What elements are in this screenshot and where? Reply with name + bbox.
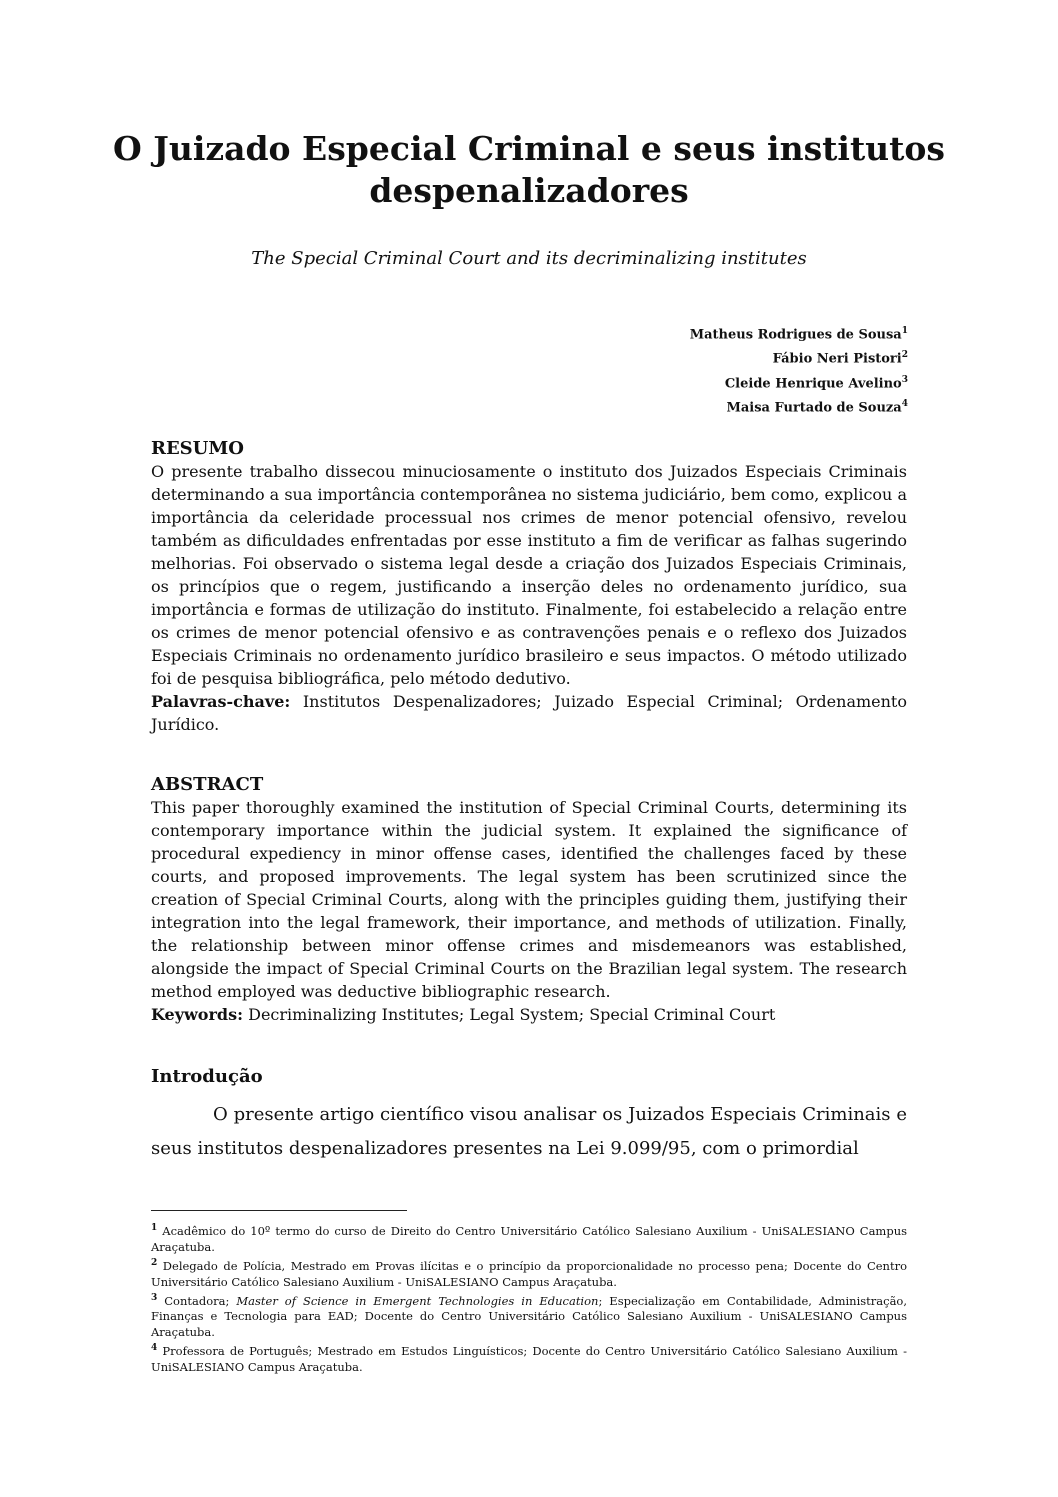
footnote-mark: 2 xyxy=(901,350,908,361)
footnote-mark: 1 xyxy=(901,326,908,336)
resumo-body: O presente trabalho dissecou minuciosamente o instituto dos Juizados Especiais Criminais determinando a sua importância contemporânea no sistema judiciário, bem como, explicou a importância da celeridade processual nos crimes de menor potencial ofensivo, revelou também as dificuldades enfrentadas por esse instituto a fim de verificar as falhas sugerindo melhorias. Foi observado o sistema legal desde a criação dos Juizados Especiais Criminais, os princípios que o regem, justificando a inserção deles no ordenamento jurídico, sua importância e formas de utilização do instituto. Finalmente, foi estabelecido a relação entre os crimes de menor potencial ofensivo e as contravenções penais e o reflexo dos Juizados Especiais Criminais no ordenamento jurídico brasileiro e seus impactos. O método utilizado foi de pesquisa bibliográfica, pelo método dedutivo. xyxy=(151,462,907,688)
author: Maisa Furtado de Souza$^4$ xyxy=(726,398,908,416)
keywords-text: Decriminalizing Institutes; Legal System; Special Criminal Court xyxy=(248,1005,776,1024)
title-line-1: O Juizado Especial Criminal e seus institutos xyxy=(112,129,946,168)
introducao-heading: Introdução xyxy=(151,1066,263,1087)
author: Cleide Henrique Avelino$^3$ xyxy=(724,374,908,391)
footnote-mark: 4 xyxy=(151,1343,158,1354)
resumo-keywords xyxy=(151,690,907,736)
keywords-label: Palavras-chave: xyxy=(151,692,291,711)
author: Matheus Rodrigues de Sousa$^1$ xyxy=(689,326,908,343)
footnote: $^4$ Professora de Português; Mestrado em Estudos Linguísticos; Docente do Centro Universitário Católico Salesiano Auxilium - UniSALESIANO Campus Araçatuba. xyxy=(151,1343,907,1375)
keywords-text: Institutos Despenalizadores; Juizado Especial Criminal; Ordenamento Jurídico. xyxy=(151,692,907,734)
introducao-body: O presente artigo científico visou analisar os Juizados Especiais Criminais e seus institutos despenalizadores presentes na Lei 9.099/95, com o primordial xyxy=(151,1104,907,1159)
footnotes xyxy=(151,1220,907,1375)
footnote: $^1$ Acadêmico do 10º termo do curso de Direito do Centro Universitário Católico Salesiano Auxilium - UniSALESIANO Campus Araçatuba. xyxy=(151,1223,908,1254)
footnote-mark: 3 xyxy=(901,374,908,385)
paper-title xyxy=(100,128,958,212)
resumo-section xyxy=(151,438,907,736)
abstract-heading: ABSTRACT xyxy=(151,774,264,795)
abstract-section xyxy=(151,774,907,1026)
footnote-divider xyxy=(151,1210,407,1211)
title-line-2: despenalizadores xyxy=(369,171,689,210)
footnote: $^2$ Delegado de Polícia, Mestrado em Provas ilícitas e o princípio da proporcionalidade no processo pena; Docente do Centro Universitário Católico Salesiano Auxilium - UniSALESIANO Campus Araçatuba. xyxy=(151,1257,907,1289)
footnote-mark: 3 xyxy=(151,1292,158,1303)
footnote: $^3$ Contadora; Master of Science in Emergent Technologies in Education; Especialização em Contabilidade, Administração, Finanças e Tecnologia para EAD; Docente do Centro Universitário Católico Salesiano Auxilium - UniSALESIANO Campus Araçatuba. xyxy=(151,1292,907,1340)
abstract-keywords xyxy=(151,1003,907,1026)
abstract-body: This paper thoroughly examined the institution of Special Criminal Courts, determining its contemporary importance within the judicial system. It explained the significance of procedural expediency in minor offense cases, identified the challenges faced by these courts, and proposed improvements. The legal system has been scrutinized since the creation of Special Criminal Courts, along with the principles guiding them, justifying their integration into the legal framework, their importance, and methods of utilization. Finally, the relationship between minor offense crimes and misdemeanors was established, alongside the impact of Special Criminal Courts on the Brazilian legal system. The research method employed was deductive bibliographic research. xyxy=(151,798,907,1001)
footnote-mark: 1 xyxy=(151,1223,158,1233)
resumo-heading: RESUMO xyxy=(151,438,244,459)
paper-subtitle: The Special Criminal Court and its decriminalizing institutes xyxy=(251,248,807,269)
author: Fábio Neri Pistori$^2$ xyxy=(772,350,908,367)
author-list xyxy=(690,321,908,418)
footnote-mark: 2 xyxy=(151,1257,158,1268)
footnote-mark: 4 xyxy=(901,398,908,409)
keywords-label: Keywords: xyxy=(151,1005,244,1024)
